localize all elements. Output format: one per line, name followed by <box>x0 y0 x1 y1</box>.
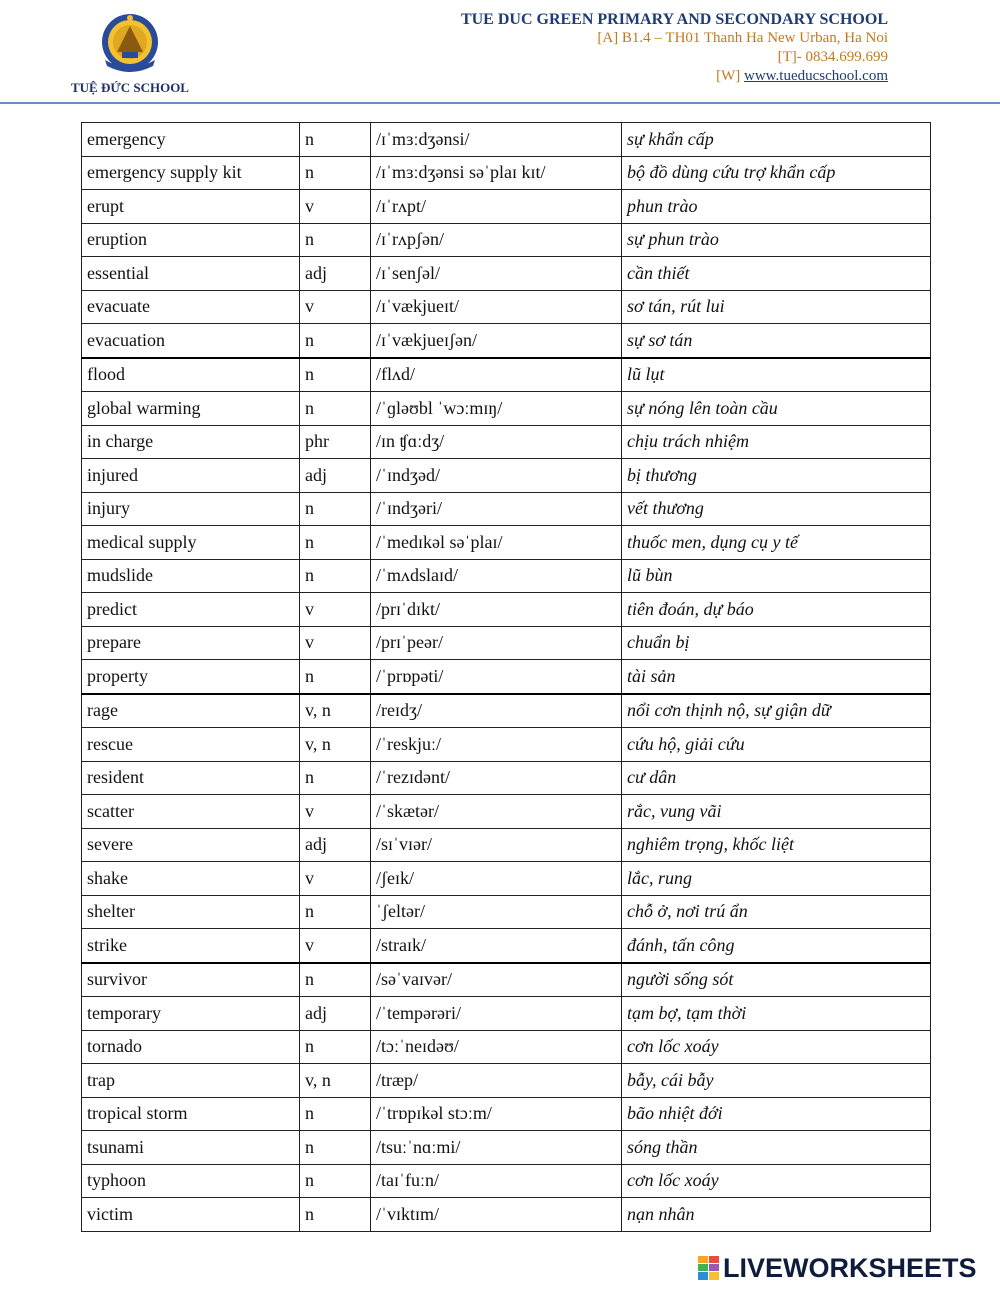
table-row <box>82 492 931 526</box>
cell-word: resident <box>82 761 300 795</box>
table-row <box>82 1030 931 1064</box>
cell-pronunciation: /ɪˈmɜːdʒənsi səˈplaɪ kɪt/ <box>371 156 622 190</box>
cell-word: flood <box>82 358 300 392</box>
phone-line <box>461 48 888 67</box>
table-row <box>82 290 931 324</box>
table-row <box>82 123 931 157</box>
cell-part-of-speech: n <box>300 492 371 526</box>
cell-pronunciation: /ˈɪndʒəd/ <box>371 459 622 493</box>
cell-part-of-speech: v <box>300 626 371 660</box>
cell-pronunciation: /ˈɪndʒəri/ <box>371 492 622 526</box>
cell-word: tsunami <box>82 1131 300 1165</box>
cell-meaning: cứu hộ, giải cứu <box>622 728 931 762</box>
cell-meaning: lũ bùn <box>622 559 931 593</box>
table-row <box>82 425 931 459</box>
table-row <box>82 828 931 862</box>
table-row <box>82 862 931 896</box>
cell-word: survivor <box>82 963 300 997</box>
cell-part-of-speech: phr <box>300 425 371 459</box>
table-row <box>82 761 931 795</box>
cell-meaning: rắc, vung vãi <box>622 795 931 829</box>
cell-meaning: tiên đoán, dự báo <box>622 593 931 627</box>
table-row <box>82 1131 931 1165</box>
cell-pronunciation: /sɪˈvɪər/ <box>371 828 622 862</box>
cell-word: scatter <box>82 795 300 829</box>
cell-meaning: thuốc men, dụng cụ y tế <box>622 526 931 560</box>
cell-pronunciation: /ˈprɒpəti/ <box>371 660 622 694</box>
header-divider <box>0 102 1000 104</box>
cell-word: medical supply <box>82 526 300 560</box>
cell-meaning: đánh, tấn công <box>622 929 931 963</box>
cell-pronunciation: /prɪˈpeər/ <box>371 626 622 660</box>
cell-pronunciation: /flʌd/ <box>371 358 622 392</box>
cell-pronunciation: /tsuːˈnɑːmi/ <box>371 1131 622 1165</box>
table-row <box>82 190 931 224</box>
cell-pronunciation: /ˈtempərəri/ <box>371 997 622 1031</box>
cell-pronunciation: /ɪˈrʌpt/ <box>371 190 622 224</box>
cell-part-of-speech: n <box>300 123 371 157</box>
cell-pronunciation: /ɪˈrʌpʃən/ <box>371 223 622 257</box>
table-row <box>82 963 931 997</box>
cell-meaning: sóng thần <box>622 1131 931 1165</box>
cell-part-of-speech: n <box>300 156 371 190</box>
cell-part-of-speech: v <box>300 290 371 324</box>
cell-pronunciation: /reɪdʒ/ <box>371 694 622 728</box>
table-row <box>82 660 931 694</box>
cell-part-of-speech: n <box>300 1097 371 1131</box>
table-row <box>82 156 931 190</box>
cell-part-of-speech: n <box>300 1198 371 1232</box>
cell-meaning: chuẩn bị <box>622 626 931 660</box>
cell-part-of-speech: n <box>300 1164 371 1198</box>
cell-word: victim <box>82 1198 300 1232</box>
cell-part-of-speech: adj <box>300 997 371 1031</box>
cell-pronunciation: /ˈtrɒpɪkəl stɔːm/ <box>371 1097 622 1131</box>
cell-word: property <box>82 660 300 694</box>
cell-word: temporary <box>82 997 300 1031</box>
cell-word: predict <box>82 593 300 627</box>
cell-pronunciation: ˈʃeltər/ <box>371 895 622 929</box>
cell-word: trap <box>82 1064 300 1098</box>
cell-word: tornado <box>82 1030 300 1064</box>
school-crest-icon <box>95 12 165 78</box>
cell-part-of-speech: n <box>300 1030 371 1064</box>
address-line <box>461 29 888 48</box>
cell-word: erupt <box>82 190 300 224</box>
brand-text: LIVEWORKSHEETS <box>723 1252 977 1283</box>
cell-part-of-speech: n <box>300 895 371 929</box>
table-row <box>82 1064 931 1098</box>
cell-word: essential <box>82 257 300 291</box>
address-key: [A] <box>597 30 619 46</box>
cell-word: shelter <box>82 895 300 929</box>
cell-meaning: tạm bợ, tạm thời <box>622 997 931 1031</box>
table-row <box>82 257 931 291</box>
cell-meaning: nổi cơn thịnh nộ, sự giận dữ <box>622 694 931 728</box>
web-key: [W] <box>716 68 741 84</box>
cell-meaning: người sống sót <box>622 963 931 997</box>
table-row <box>82 593 931 627</box>
table-row <box>82 895 931 929</box>
cell-meaning: sự phun trào <box>622 223 931 257</box>
cell-pronunciation: /ʃeɪk/ <box>371 862 622 896</box>
cell-pronunciation: /straɪk/ <box>371 929 622 963</box>
cell-meaning: sự khẩn cấp <box>622 123 931 157</box>
cell-part-of-speech: adj <box>300 828 371 862</box>
table-row <box>82 324 931 358</box>
cell-pronunciation: /ˈrezɪdənt/ <box>371 761 622 795</box>
cell-part-of-speech: adj <box>300 459 371 493</box>
cell-part-of-speech: v <box>300 862 371 896</box>
cell-word: evacuate <box>82 290 300 324</box>
cell-word: eruption <box>82 223 300 257</box>
cell-pronunciation: /səˈvaɪvər/ <box>371 963 622 997</box>
cell-word: shake <box>82 862 300 896</box>
cell-meaning: cơn lốc xoáy <box>622 1164 931 1198</box>
cell-meaning: bị thương <box>622 459 931 493</box>
phone-value: - 0834.699.699 <box>796 49 888 65</box>
school-info <box>461 10 888 86</box>
table-row <box>82 694 931 728</box>
cell-part-of-speech: n <box>300 761 371 795</box>
cell-pronunciation: /ˈmʌdslaɪd/ <box>371 559 622 593</box>
cell-word: evacuation <box>82 324 300 358</box>
cell-part-of-speech: n <box>300 660 371 694</box>
table-row <box>82 728 931 762</box>
page-header <box>0 0 1000 104</box>
cell-part-of-speech: n <box>300 1131 371 1165</box>
cell-word: emergency <box>82 123 300 157</box>
table-row <box>82 392 931 426</box>
cell-pronunciation: /træp/ <box>371 1064 622 1098</box>
table-row <box>82 459 931 493</box>
vocabulary-table <box>81 122 931 1232</box>
web-line <box>461 67 888 86</box>
table-row <box>82 1198 931 1232</box>
cell-word: tropical storm <box>82 1097 300 1131</box>
table-row <box>82 1164 931 1198</box>
phone-key: [T] <box>777 49 797 65</box>
website-link[interactable]: www.tueducschool.com <box>744 68 888 84</box>
cell-part-of-speech: v, n <box>300 1064 371 1098</box>
table-row <box>82 1097 931 1131</box>
logo-text: TUỆ ĐỨC SCHOOL <box>71 80 189 95</box>
cell-word: in charge <box>82 425 300 459</box>
school-logo <box>70 12 190 98</box>
liveworksheets-brand <box>698 1253 977 1283</box>
cell-meaning: sơ tán, rút lui <box>622 290 931 324</box>
cell-meaning: bão nhiệt đới <box>622 1097 931 1131</box>
cell-pronunciation: /ɪn ʧɑːdʒ/ <box>371 425 622 459</box>
cell-meaning: tài sản <box>622 660 931 694</box>
cell-pronunciation: /ɪˈvækjueɪt/ <box>371 290 622 324</box>
cell-word: rage <box>82 694 300 728</box>
cell-word: mudslide <box>82 559 300 593</box>
cell-part-of-speech: v, n <box>300 728 371 762</box>
address-value: B1.4 – TH01 Thanh Ha New Urban, Ha Noi <box>621 30 888 46</box>
cell-part-of-speech: n <box>300 324 371 358</box>
cell-pronunciation: /tɔːˈneɪdəʊ/ <box>371 1030 622 1064</box>
liveworksheets-logo-icon <box>698 1256 720 1280</box>
cell-meaning: cần thiết <box>622 257 931 291</box>
table-row <box>82 526 931 560</box>
cell-pronunciation: /taɪˈfuːn/ <box>371 1164 622 1198</box>
cell-pronunciation: /ˈreskjuː/ <box>371 728 622 762</box>
cell-meaning: bộ đồ dùng cứu trợ khẩn cấp <box>622 156 931 190</box>
cell-pronunciation: /ɪˈmɜːdʒənsi/ <box>371 123 622 157</box>
school-name: TUE DUC GREEN PRIMARY AND SECONDARY SCHOOL <box>460 11 888 28</box>
cell-meaning: phun trào <box>622 190 931 224</box>
cell-part-of-speech: n <box>300 559 371 593</box>
cell-meaning: cơn lốc xoáy <box>622 1030 931 1064</box>
table-row <box>82 929 931 963</box>
cell-pronunciation: /prɪˈdɪkt/ <box>371 593 622 627</box>
table-row <box>82 795 931 829</box>
cell-meaning: chịu trách nhiệm <box>622 425 931 459</box>
cell-part-of-speech: v <box>300 593 371 627</box>
cell-part-of-speech: n <box>300 963 371 997</box>
cell-pronunciation: /ˈmedɪkəl səˈplaɪ/ <box>371 526 622 560</box>
cell-word: typhoon <box>82 1164 300 1198</box>
cell-pronunciation: /ɪˈsenʃəl/ <box>371 257 622 291</box>
table-row <box>82 997 931 1031</box>
cell-word: injured <box>82 459 300 493</box>
cell-part-of-speech: v <box>300 795 371 829</box>
cell-meaning: nạn nhân <box>622 1198 931 1232</box>
table-row <box>82 559 931 593</box>
cell-meaning: bẫy, cái bẫy <box>622 1064 931 1098</box>
cell-meaning: cư dân <box>622 761 931 795</box>
cell-pronunciation: /ɪˈvækjueɪʃən/ <box>371 324 622 358</box>
cell-word: rescue <box>82 728 300 762</box>
cell-part-of-speech: v <box>300 929 371 963</box>
cell-meaning: sự sơ tán <box>622 324 931 358</box>
cell-meaning: sự nóng lên toàn cầu <box>622 392 931 426</box>
cell-word: prepare <box>82 626 300 660</box>
cell-pronunciation: /ˈskætər/ <box>371 795 622 829</box>
cell-word: strike <box>82 929 300 963</box>
cell-word: injury <box>82 492 300 526</box>
cell-pronunciation: /ˈvɪktɪm/ <box>371 1198 622 1232</box>
cell-part-of-speech: adj <box>300 257 371 291</box>
cell-meaning: lũ lụt <box>622 358 931 392</box>
cell-meaning: nghiêm trọng, khốc liệt <box>622 828 931 862</box>
cell-part-of-speech: n <box>300 392 371 426</box>
cell-part-of-speech: n <box>300 526 371 560</box>
cell-part-of-speech: v, n <box>300 694 371 728</box>
cell-meaning: lắc, rung <box>622 862 931 896</box>
cell-word: severe <box>82 828 300 862</box>
cell-part-of-speech: n <box>300 358 371 392</box>
cell-word: global warming <box>82 392 300 426</box>
cell-word: emergency supply kit <box>82 156 300 190</box>
table-row <box>82 358 931 392</box>
cell-meaning: chỗ ở, nơi trú ẩn <box>622 895 931 929</box>
table-row <box>82 626 931 660</box>
table-row <box>82 223 931 257</box>
cell-part-of-speech: n <box>300 223 371 257</box>
cell-meaning: vết thương <box>622 492 931 526</box>
cell-pronunciation: /ˈɡləʊbl ˈwɔːmɪŋ/ <box>371 392 622 426</box>
cell-part-of-speech: v <box>300 190 371 224</box>
